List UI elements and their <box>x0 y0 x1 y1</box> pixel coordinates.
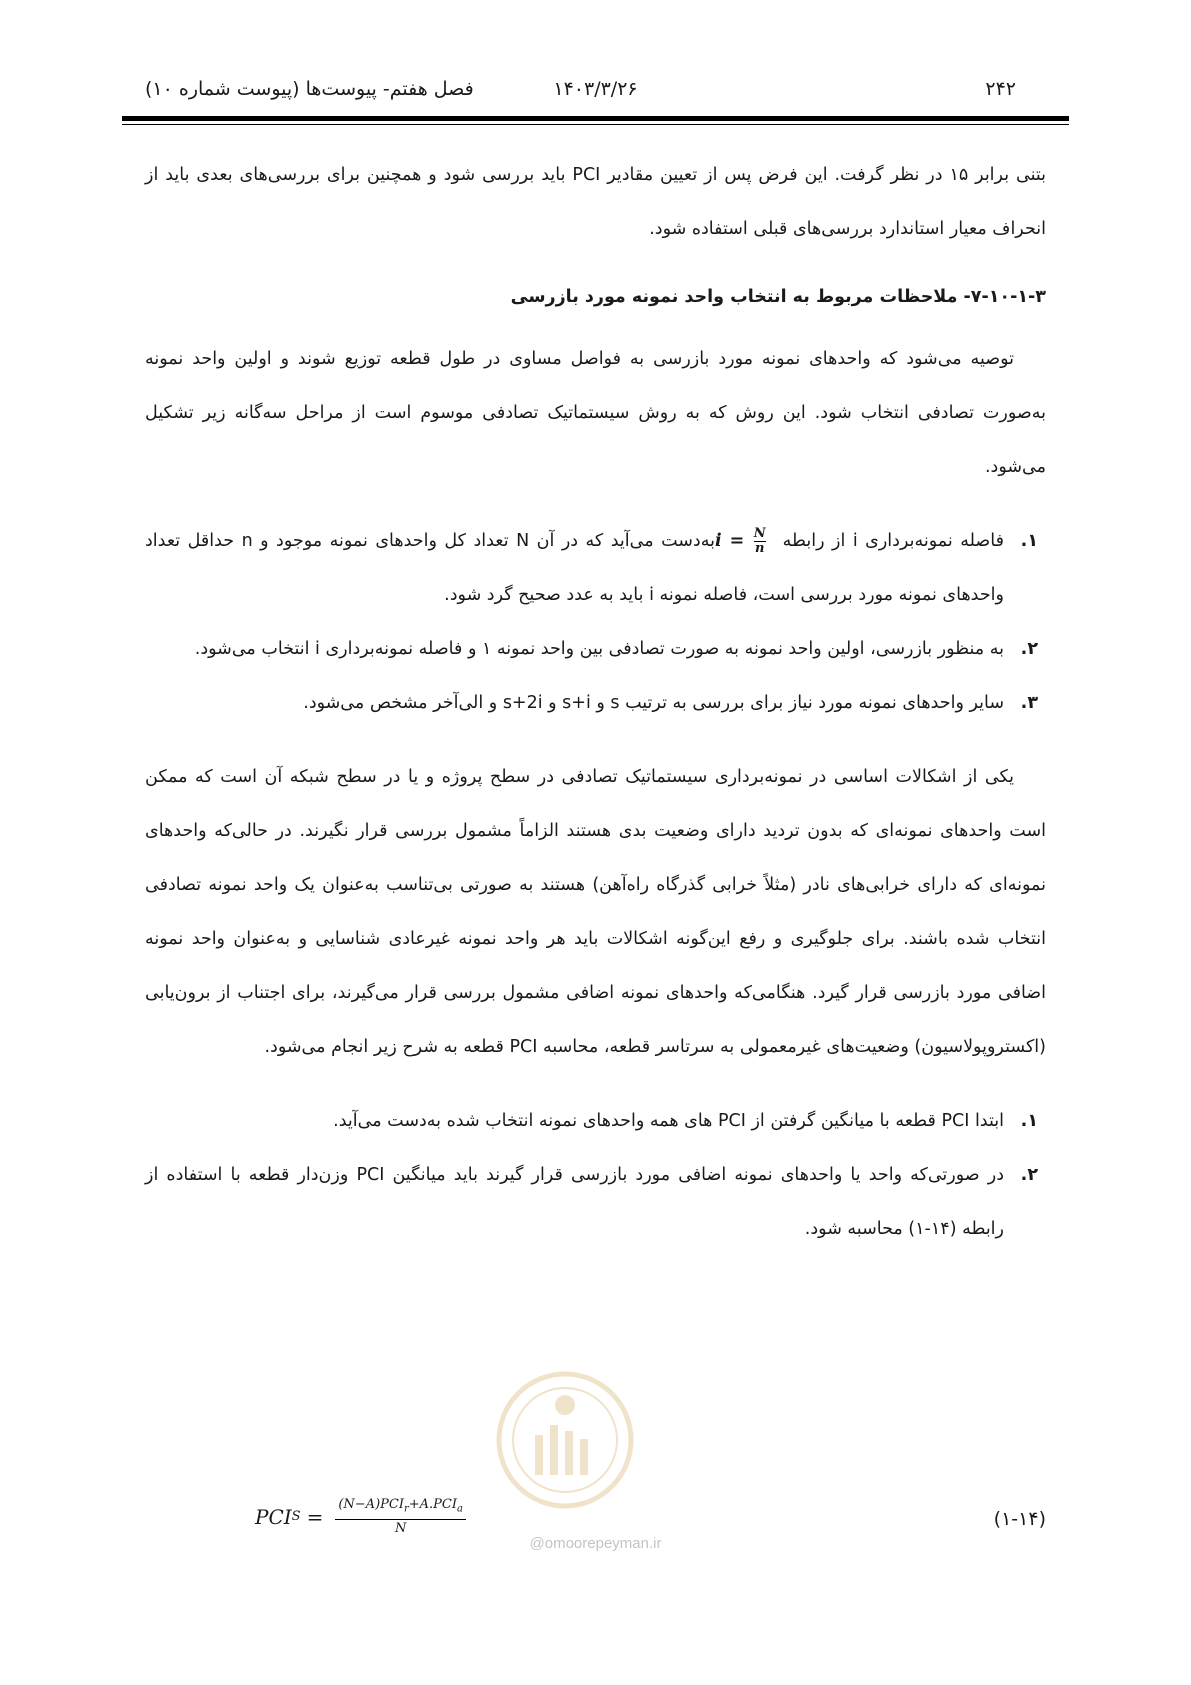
section-heading <box>145 270 1046 324</box>
list-item <box>145 676 1046 730</box>
equation-label: (۱-۱۴) <box>993 1508 1046 1530</box>
eq-numerator-main: (N−A)PCI <box>338 1497 404 1512</box>
step-text: سایر واحدهای نمونه مورد نیاز برای بررسی به ترتیب s و s+i و s+2i و الی‌آخر مشخص می‌شود. <box>303 693 1004 713</box>
list-number: ۳. <box>1020 693 1038 713</box>
list-number: ۱. <box>1020 1111 1038 1131</box>
pci-equation <box>255 1496 466 1538</box>
eq-lhs: PCI <box>255 1504 292 1529</box>
eq-fraction <box>335 1496 466 1538</box>
list-number: ۲. <box>1020 639 1038 659</box>
section-title: ملاحظات مربوط به انتخاب واحد نمونه مورد بازرسی <box>510 287 958 307</box>
eq-numerator <box>335 1496 466 1520</box>
recommend-paragraph: توصیه می‌شود که واحدهای نمونه مورد بازرسی به فواصل مساوی در طول قطعه توزیع شوند و اولین واحد نمونه به‌صورت تصادفی انتخاب شود. این روش که به روش سیستماتیک تصادفی موسوم است از مراحل سه‌گانه زیر تشکیل می‌شود. <box>145 349 1046 477</box>
step-text-after: به‌دست می‌آید که در آن N تعداد کل واحدهای نمونه موجود و n حداقل تعداد واحدهای نمونه مورد بررسی است، فاصله نمونه i باید به عدد صحیح گرد شود. <box>145 531 1004 605</box>
section-number: ۷-۱۰-۱-۳- <box>963 287 1046 307</box>
formula-denominator: n <box>754 540 765 556</box>
page-header <box>145 70 1046 110</box>
formula-lhs: i = <box>714 531 745 551</box>
sampling-steps-list <box>145 514 1046 730</box>
watermark-text: @omoorepeyman.ir <box>529 1535 662 1552</box>
eq-lhs-sub: S <box>291 1509 301 1525</box>
list-item <box>145 1148 1046 1256</box>
chapter-title: فصل هفتم- پیوست‌ها (پیوست شماره ۱۰) <box>145 78 474 100</box>
step-text: ابتدا PCI قطعه با میانگین گرفتن از PCI های همه واحدهای نمونه انتخاب شده به‌دست می‌آید. <box>333 1111 1004 1131</box>
pci-calc-steps-list <box>145 1094 1046 1256</box>
list-item <box>145 1094 1046 1148</box>
header-rule-thin <box>122 124 1069 125</box>
step-text-before: فاصله نمونه‌برداری i از رابطه <box>782 531 1004 551</box>
interval-formula <box>714 525 775 556</box>
list-item <box>145 514 1046 622</box>
eq-denominator: N <box>394 1520 407 1536</box>
problem-paragraph: یکی از اشکالات اساسی در نمونه‌برداری سیستماتیک تصادفی در سطح پروژه و یا در سطح شبکه آن است که ممکن است واحدهای نمونه‌ای که بدون تردید دارای وضعیت بدی هستند الزاماً مشمول بررسی قرار نگیرند. در حالی‌که واحدهای نمونه‌ای که دارای خرابی‌های نادر (مثلاً خرابی گذرگاه راه‌آهن) هستند به صورتی بی‌تناسب به‌عنوان یک واحد نمونه تصادفی انتخاب شده باشند. برای جلوگیری و رفع این‌گونه اشکالات باید هر واحد نمونه غیرعادی شناسایی و به‌عنوان واحد نمونه اضافی مورد بازرسی قرار گیرد. هنگامی‌که واحدهای نمونه اضافی مشمول بررسی قرار می‌گیرند، برای اجتناب از برون‌یابی (اکستروپولاسیون) وضعیت‌های غیرمعمولی به سرتاسر قطعه، محاسبه PCI قطعه به شرح زیر انجام می‌شود. <box>145 767 1046 1057</box>
list-number: ۱. <box>1020 531 1038 551</box>
step-text: به منظور بازرسی، اولین واحد نمونه به صورت تصادفی بین واحد نمونه ۱ و فاصله نمونه‌برداری i انتخاب می‌شود. <box>194 639 1004 659</box>
list-item <box>145 622 1046 676</box>
header-rule-thick <box>122 116 1069 121</box>
page-body <box>145 148 1046 1256</box>
eq-numerator-sub: r <box>403 1503 409 1515</box>
intro-paragraph: بتنی برابر ۱۵ در نظر گرفت. این فرض پس از تعیین مقادیر PCI باید بررسی شود و همچنین برای بررسی‌های بعدی باید از انحراف معیار استاندارد بررسی‌های قبلی استفاده شود. <box>145 165 1046 239</box>
formula-fraction <box>754 527 766 556</box>
eq-equals: = <box>306 1504 324 1529</box>
page-number: ۲۴۲ <box>985 78 1016 100</box>
step-text: در صورتی‌که واحد یا واحدهای نمونه اضافی مورد بازرسی قرار گیرند باید میانگین PCI وزن‌دار قطعه با استفاده از رابطه (۱۴-۱) محاسبه شود. <box>145 1165 1005 1239</box>
eq-numerator-sub2: a <box>457 1503 463 1515</box>
header-date: ۱۴۰۳/۳/۲۶ <box>553 78 638 100</box>
eq-numerator-rest: +A.PCI <box>408 1497 458 1512</box>
list-number: ۲. <box>1020 1165 1038 1185</box>
formula-numerator: N <box>753 525 766 541</box>
